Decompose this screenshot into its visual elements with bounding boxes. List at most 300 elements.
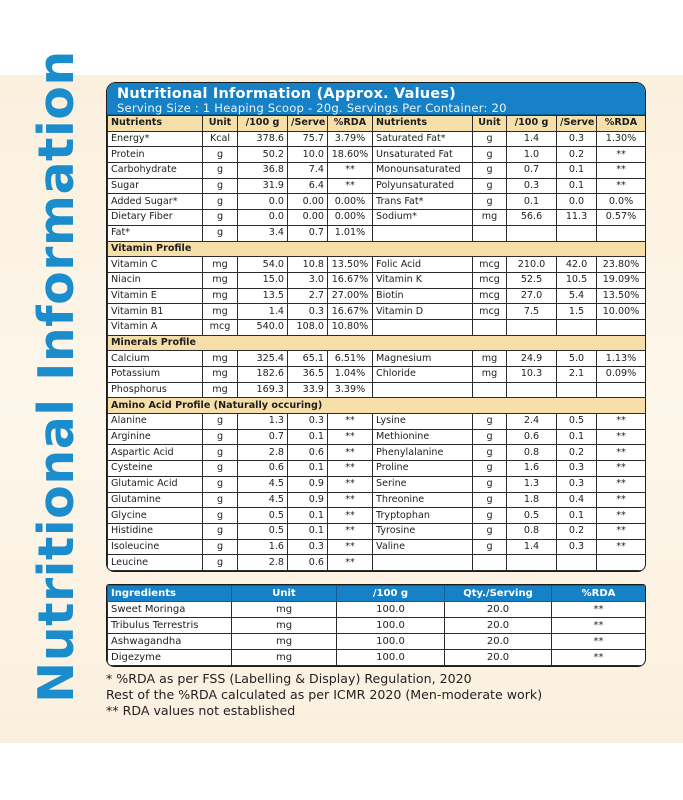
per-100g-cell: 100.0 <box>337 650 445 666</box>
nutrient-name-cell: Folic Acid <box>373 257 473 273</box>
ingredients-table-body <box>108 602 646 666</box>
per-100g-cell: 182.6 <box>238 367 288 383</box>
ingredient-name-cell: Ashwagandha <box>108 634 232 650</box>
column-header-row <box>108 116 646 132</box>
unit-cell: g <box>203 492 238 508</box>
column-header-per-serve: /Serve <box>557 116 597 132</box>
qty-per-serving-cell: 20.0 <box>445 602 552 618</box>
ingredients-header-qty-per-serving: Qty./Serving <box>445 586 552 602</box>
nutrient-name-cell: Threonine <box>373 492 473 508</box>
ingredient-name-cell: Tribulus Terrestris <box>108 618 232 634</box>
serving-info: Serving Size : 1 Heaping Scoop - 20g. Servings Per Container: 20 <box>117 101 507 115</box>
unit-cell: g <box>473 163 507 179</box>
rda-cell: ** <box>328 508 373 524</box>
per-serve-cell: 0.4 <box>557 492 597 508</box>
nutrient-name-cell: Chloride <box>373 367 473 383</box>
per-100g-cell: 15.0 <box>238 272 288 288</box>
rda-cell <box>597 319 646 335</box>
rda-cell: ** <box>328 414 373 430</box>
per-100g-cell: 1.3 <box>238 414 288 430</box>
unit-cell: g <box>473 429 507 445</box>
table-row <box>108 555 646 571</box>
table-row <box>108 210 646 226</box>
rda-cell: 13.50% <box>328 257 373 273</box>
unit-cell: mg <box>232 634 337 650</box>
unit-cell: g <box>203 225 238 241</box>
per-serve-cell: 0.1 <box>288 508 328 524</box>
rda-cell: 18.60% <box>328 147 373 163</box>
rda-cell: ** <box>552 618 646 634</box>
rda-cell: ** <box>552 634 646 650</box>
nutrient-name-cell <box>373 555 473 571</box>
per-100g-cell: 1.4 <box>238 304 288 320</box>
unit-cell: g <box>203 414 238 430</box>
nutrient-name-cell: Energy* <box>108 131 203 147</box>
nutrient-name-cell: Alanine <box>108 414 203 430</box>
unit-cell: mg <box>232 650 337 666</box>
rda-cell: 1.04% <box>328 367 373 383</box>
per-serve-cell: 6.4 <box>288 178 328 194</box>
rda-cell: ** <box>597 539 646 555</box>
nutrient-name-cell <box>373 319 473 335</box>
ingredient-row <box>108 618 646 634</box>
section-title: Amino Acid Profile (Naturally occuring) <box>108 398 646 414</box>
nutrient-name-cell: Carbohydrate <box>108 163 203 179</box>
per-serve-cell: 65.1 <box>288 351 328 367</box>
unit-cell: mcg <box>473 257 507 273</box>
rda-cell: 10.80% <box>328 319 373 335</box>
rda-cell: ** <box>597 163 646 179</box>
per-serve-cell: 0.7 <box>288 225 328 241</box>
per-100g-cell: 4.5 <box>238 476 288 492</box>
per-serve-cell <box>557 555 597 571</box>
rda-cell: ** <box>597 445 646 461</box>
card-header <box>107 83 645 115</box>
nutrient-name-cell: Added Sugar* <box>108 194 203 210</box>
unit-cell: g <box>203 194 238 210</box>
table-row <box>108 492 646 508</box>
unit-cell: g <box>203 445 238 461</box>
section-header-row <box>108 398 646 414</box>
section-header-row <box>108 241 646 257</box>
per-100g-cell: 1.6 <box>238 539 288 555</box>
unit-cell: g <box>203 461 238 477</box>
nutrient-name-cell: Monounsaturated <box>373 163 473 179</box>
per-serve-cell: 0.3 <box>288 414 328 430</box>
table-row <box>108 131 646 147</box>
nutrition-facts-card <box>106 82 646 572</box>
per-100g-cell: 2.4 <box>507 414 557 430</box>
table-row <box>108 178 646 194</box>
ingredients-header-ingredient-name: Ingredients <box>108 586 232 602</box>
per-100g-cell: 100.0 <box>337 634 445 650</box>
per-100g-cell: 0.5 <box>238 523 288 539</box>
nutrient-name-cell: Leucine <box>108 555 203 571</box>
rda-cell: ** <box>597 492 646 508</box>
footnote-rda-icmr: Rest of the %RDA calculated as per ICMR 2020 (Men-moderate work) <box>106 687 543 703</box>
per-serve-cell <box>557 225 597 241</box>
unit-cell: g <box>203 163 238 179</box>
unit-cell: mcg <box>203 319 238 335</box>
unit-cell: g <box>203 210 238 226</box>
column-header-nutrient-name: Nutrients <box>373 116 473 132</box>
unit-cell <box>473 319 507 335</box>
per-serve-cell: 0.1 <box>557 178 597 194</box>
column-header-nutrient-name: Nutrients <box>108 116 203 132</box>
per-100g-cell: 1.4 <box>507 539 557 555</box>
table-row <box>108 288 646 304</box>
nutrient-name-cell: Vitamin A <box>108 319 203 335</box>
per-100g-cell: 10.3 <box>507 367 557 383</box>
table-row <box>108 382 646 398</box>
nutrient-name-cell: Lysine <box>373 414 473 430</box>
table-row <box>108 225 646 241</box>
rda-cell: 13.50% <box>597 288 646 304</box>
table-row <box>108 539 646 555</box>
unit-cell: g <box>203 476 238 492</box>
nutrient-name-cell: Tryptophan <box>373 508 473 524</box>
nutrient-name-cell: Aspartic Acid <box>108 445 203 461</box>
unit-cell: g <box>473 492 507 508</box>
unit-cell: g <box>473 476 507 492</box>
rda-cell: ** <box>597 414 646 430</box>
per-100g-cell: 36.8 <box>238 163 288 179</box>
per-100g-cell <box>507 319 557 335</box>
nutrient-name-cell: Sugar <box>108 178 203 194</box>
rda-cell: ** <box>328 492 373 508</box>
nutrient-name-cell: Vitamin E <box>108 288 203 304</box>
table-row <box>108 414 646 430</box>
per-100g-cell: 54.0 <box>238 257 288 273</box>
rda-cell <box>597 555 646 571</box>
rda-cell: 16.67% <box>328 304 373 320</box>
column-header-per-100g: /100 g <box>238 116 288 132</box>
nutrient-name-cell: Dietary Fiber <box>108 210 203 226</box>
unit-cell: g <box>203 523 238 539</box>
unit-cell: g <box>203 539 238 555</box>
rda-cell: 1.01% <box>328 225 373 241</box>
per-100g-cell: 540.0 <box>238 319 288 335</box>
ingredients-header-per-100g: /100 g <box>337 586 445 602</box>
rda-cell: ** <box>328 461 373 477</box>
per-100g-cell <box>507 555 557 571</box>
per-serve-cell: 0.1 <box>557 429 597 445</box>
rda-cell: 0.00% <box>328 210 373 226</box>
rda-cell: 1.30% <box>597 131 646 147</box>
per-100g-cell: 0.5 <box>507 508 557 524</box>
per-100g-cell: 52.5 <box>507 272 557 288</box>
column-header-unit: Unit <box>473 116 507 132</box>
per-serve-cell: 0.3 <box>557 131 597 147</box>
nutrient-name-cell: Protein <box>108 147 203 163</box>
per-100g-cell: 0.0 <box>238 210 288 226</box>
unit-cell: mg <box>203 257 238 273</box>
per-100g-cell: 100.0 <box>337 602 445 618</box>
rda-cell <box>597 225 646 241</box>
nutrient-name-cell: Isoleucine <box>108 539 203 555</box>
side-title <box>27 49 85 703</box>
footnote-rda-not-established: ** RDA values not established <box>106 703 296 719</box>
rda-cell: ** <box>597 429 646 445</box>
per-serve-cell: 7.4 <box>288 163 328 179</box>
per-100g-cell: 0.7 <box>507 163 557 179</box>
nutrient-name-cell: Histidine <box>108 523 203 539</box>
unit-cell: mg <box>203 367 238 383</box>
unit-cell: g <box>203 429 238 445</box>
per-serve-cell: 0.1 <box>288 523 328 539</box>
unit-cell: mg <box>232 618 337 634</box>
table-row <box>108 367 646 383</box>
rda-cell: 3.39% <box>328 382 373 398</box>
nutrient-name-cell: Polyunsaturated <box>373 178 473 194</box>
rda-cell: ** <box>328 178 373 194</box>
rda-cell: 19.09% <box>597 272 646 288</box>
per-100g-cell: 210.0 <box>507 257 557 273</box>
nutrient-name-cell: Proline <box>373 461 473 477</box>
per-serve-cell <box>557 319 597 335</box>
nutrient-name-cell: Glutamine <box>108 492 203 508</box>
qty-per-serving-cell: 20.0 <box>445 650 552 666</box>
table-row <box>108 508 646 524</box>
unit-cell: g <box>473 178 507 194</box>
rda-cell: 0.0% <box>597 194 646 210</box>
rda-cell: 3.79% <box>328 131 373 147</box>
per-serve-cell: 0.1 <box>288 461 328 477</box>
per-100g-cell: 1.6 <box>507 461 557 477</box>
per-100g-cell: 378.6 <box>238 131 288 147</box>
nutrient-name-cell: Vitamin C <box>108 257 203 273</box>
ingredients-header-row <box>108 586 646 602</box>
unit-cell: mg <box>203 382 238 398</box>
nutrient-name-cell: Fat* <box>108 225 203 241</box>
rda-cell: 10.00% <box>597 304 646 320</box>
per-serve-cell: 5.0 <box>557 351 597 367</box>
ingredient-name-cell: Sweet Moringa <box>108 602 232 618</box>
nutrient-name-cell: Vitamin B1 <box>108 304 203 320</box>
table-row <box>108 476 646 492</box>
per-100g-cell: 50.2 <box>238 147 288 163</box>
per-100g-cell: 0.8 <box>507 445 557 461</box>
table-row <box>108 461 646 477</box>
per-serve-cell: 0.9 <box>288 476 328 492</box>
per-serve-cell: 3.0 <box>288 272 328 288</box>
rda-cell: 0.09% <box>597 367 646 383</box>
unit-cell: g <box>473 523 507 539</box>
per-serve-cell: 0.00 <box>288 194 328 210</box>
unit-cell: g <box>473 445 507 461</box>
nutrient-name-cell: Calcium <box>108 351 203 367</box>
per-100g-cell: 169.3 <box>238 382 288 398</box>
nutrient-name-cell: Vitamin D <box>373 304 473 320</box>
per-100g-cell: 2.8 <box>238 445 288 461</box>
nutrient-name-cell: Phosphorus <box>108 382 203 398</box>
rda-cell: ** <box>597 147 646 163</box>
table-row <box>108 429 646 445</box>
rda-cell: ** <box>328 539 373 555</box>
table-row <box>108 445 646 461</box>
unit-cell: g <box>473 131 507 147</box>
per-100g-cell: 0.6 <box>507 429 557 445</box>
per-100g-cell: 13.5 <box>238 288 288 304</box>
rda-cell <box>597 382 646 398</box>
per-100g-cell: 56.6 <box>507 210 557 226</box>
per-serve-cell: 0.1 <box>288 429 328 445</box>
table-row <box>108 304 646 320</box>
per-100g-cell: 4.5 <box>238 492 288 508</box>
table-row <box>108 163 646 179</box>
rda-cell: 0.57% <box>597 210 646 226</box>
unit-cell: mcg <box>473 272 507 288</box>
per-serve-cell: 0.3 <box>288 304 328 320</box>
nutrient-name-cell: Unsaturated Fat <box>373 147 473 163</box>
table-row <box>108 194 646 210</box>
per-100g-cell: 1.3 <box>507 476 557 492</box>
unit-cell <box>473 382 507 398</box>
unit-cell: mg <box>232 602 337 618</box>
per-serve-cell: 0.3 <box>557 539 597 555</box>
ingredients-header-unit: Unit <box>232 586 337 602</box>
per-100g-cell: 3.4 <box>238 225 288 241</box>
nutrient-name-cell: Vitamin K <box>373 272 473 288</box>
table-row <box>108 147 646 163</box>
per-serve-cell: 0.6 <box>288 445 328 461</box>
nutrient-name-cell <box>373 382 473 398</box>
unit-cell: mg <box>203 272 238 288</box>
rda-cell: 16.67% <box>328 272 373 288</box>
per-serve-cell: 42.0 <box>557 257 597 273</box>
per-serve-cell: 0.0 <box>557 194 597 210</box>
per-100g-cell: 1.8 <box>507 492 557 508</box>
footnote-rda-fss: * %RDA as per FSS (Labelling & Display) Regulation, 2020 <box>106 671 472 686</box>
nutrient-name-cell: Potassium <box>108 367 203 383</box>
unit-cell: mg <box>473 351 507 367</box>
rda-cell: 0.00% <box>328 194 373 210</box>
rda-cell: ** <box>328 445 373 461</box>
nutrient-name-cell: Biotin <box>373 288 473 304</box>
per-100g-cell: 100.0 <box>337 618 445 634</box>
per-100g-cell: 325.4 <box>238 351 288 367</box>
per-serve-cell: 75.7 <box>288 131 328 147</box>
nutrient-name-cell: Cysteine <box>108 461 203 477</box>
per-serve-cell: 36.5 <box>288 367 328 383</box>
per-100g-cell: 7.5 <box>507 304 557 320</box>
section-header-row <box>108 335 646 351</box>
unit-cell: mg <box>203 351 238 367</box>
column-header-per-100g: /100 g <box>507 116 557 132</box>
nutrient-name-cell: Magnesium <box>373 351 473 367</box>
ingredient-row <box>108 602 646 618</box>
per-serve-cell: 0.1 <box>557 163 597 179</box>
table-row <box>108 272 646 288</box>
per-serve-cell: 2.7 <box>288 288 328 304</box>
per-100g-cell: 1.0 <box>507 147 557 163</box>
per-serve-cell: 0.5 <box>557 414 597 430</box>
unit-cell: g <box>203 555 238 571</box>
per-serve-cell: 0.9 <box>288 492 328 508</box>
per-100g-cell: 0.1 <box>507 194 557 210</box>
footnotes <box>106 671 542 720</box>
rda-cell: 27.00% <box>328 288 373 304</box>
per-serve-cell: 0.3 <box>557 476 597 492</box>
unit-cell: g <box>473 194 507 210</box>
column-header-per-serve: /Serve <box>288 116 328 132</box>
rda-cell: ** <box>552 602 646 618</box>
unit-cell: g <box>473 461 507 477</box>
nutrient-name-cell <box>373 225 473 241</box>
per-100g-cell <box>507 382 557 398</box>
nutrition-table-body <box>108 131 646 570</box>
ingredients-card <box>106 584 646 667</box>
per-serve-cell: 5.4 <box>557 288 597 304</box>
rda-cell: 1.13% <box>597 351 646 367</box>
per-serve-cell: 0.3 <box>557 461 597 477</box>
nutrition-table <box>107 115 646 571</box>
unit-cell: mg <box>473 367 507 383</box>
rda-cell: ** <box>597 508 646 524</box>
per-100g-cell: 0.6 <box>238 461 288 477</box>
per-serve-cell: 2.1 <box>557 367 597 383</box>
nutrient-name-cell: Trans Fat* <box>373 194 473 210</box>
nutrient-name-cell: Glutamic Acid <box>108 476 203 492</box>
per-100g-cell: 0.5 <box>238 508 288 524</box>
per-100g-cell: 0.7 <box>238 429 288 445</box>
per-serve-cell: 0.6 <box>288 555 328 571</box>
rda-cell: ** <box>328 555 373 571</box>
nutrient-name-cell: Arginine <box>108 429 203 445</box>
card-title: Nutritional Information (Approx. Values) <box>117 86 456 102</box>
rda-cell: 23.80% <box>597 257 646 273</box>
unit-cell: mcg <box>473 304 507 320</box>
rda-cell: ** <box>597 178 646 194</box>
per-100g-cell: 31.9 <box>238 178 288 194</box>
rda-cell: ** <box>328 476 373 492</box>
per-100g-cell: 1.4 <box>507 131 557 147</box>
unit-cell: mg <box>203 304 238 320</box>
per-serve-cell: 0.2 <box>557 445 597 461</box>
per-serve-cell: 108.0 <box>288 319 328 335</box>
section-title: Vitamin Profile <box>108 241 646 257</box>
column-header-rda: %RDA <box>328 116 373 132</box>
table-row <box>108 319 646 335</box>
rda-cell: 6.51% <box>328 351 373 367</box>
ingredients-header-rda: %RDA <box>552 586 646 602</box>
per-100g-cell: 0.3 <box>507 178 557 194</box>
rda-cell: ** <box>328 429 373 445</box>
rda-cell: ** <box>328 163 373 179</box>
nutrient-name-cell: Niacin <box>108 272 203 288</box>
per-100g-cell <box>507 225 557 241</box>
unit-cell: g <box>203 178 238 194</box>
column-header-unit: Unit <box>203 116 238 132</box>
nutrient-name-cell: Methionine <box>373 429 473 445</box>
per-serve-cell: 0.3 <box>288 539 328 555</box>
unit-cell: Kcal <box>203 131 238 147</box>
rda-cell: ** <box>597 523 646 539</box>
side-title-text: Nutritional Information <box>27 49 85 703</box>
unit-cell: mg <box>203 288 238 304</box>
nutrient-name-cell: Glycine <box>108 508 203 524</box>
ingredients-table <box>107 585 646 666</box>
per-serve-cell: 10.0 <box>288 147 328 163</box>
per-100g-cell: 0.8 <box>507 523 557 539</box>
unit-cell: mg <box>473 210 507 226</box>
nutrient-name-cell: Saturated Fat* <box>373 131 473 147</box>
table-row <box>108 523 646 539</box>
ingredient-row <box>108 650 646 666</box>
per-serve-cell: 10.5 <box>557 272 597 288</box>
per-serve-cell <box>557 382 597 398</box>
unit-cell: g <box>473 539 507 555</box>
